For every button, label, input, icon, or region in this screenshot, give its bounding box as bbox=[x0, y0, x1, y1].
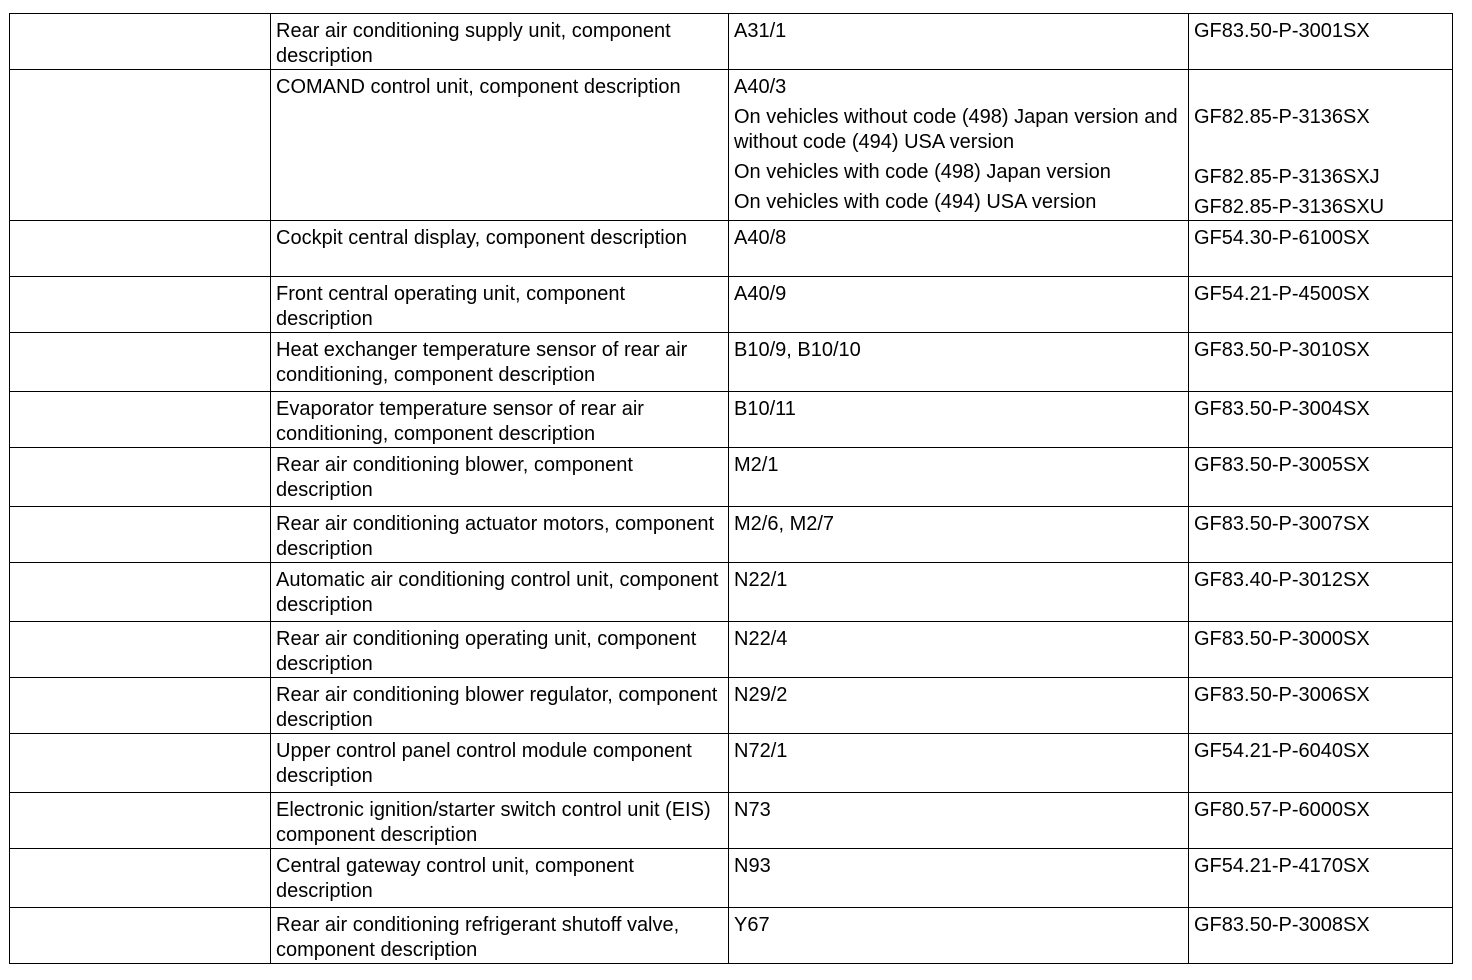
doc-ref-cell: GF83.40-P-3012SX bbox=[1189, 563, 1453, 622]
table-row bbox=[10, 277, 1453, 333]
blank-cell bbox=[10, 849, 271, 908]
table-row bbox=[10, 678, 1453, 734]
code-value: A40/3 bbox=[734, 76, 787, 98]
blank-cell bbox=[10, 448, 271, 507]
code-cell: Y67 bbox=[729, 908, 1189, 964]
table-row bbox=[10, 793, 1453, 849]
component-cell: Evaporator temperature sensor of rear air conditioning, component description bbox=[271, 392, 729, 448]
component-reference-table bbox=[9, 13, 1453, 964]
variant-condition: On vehicles with code (494) USA version bbox=[734, 191, 1097, 213]
blank-cell bbox=[10, 908, 271, 964]
component-cell: Rear air conditioning supply unit, component description bbox=[271, 14, 729, 70]
doc-ref-cell: GF54.21-P-4500SX bbox=[1189, 277, 1453, 333]
doc-ref-cell: GF80.57-P-6000SX bbox=[1189, 793, 1453, 849]
component-cell: Upper control panel control module component description bbox=[271, 734, 729, 793]
doc-ref-cell: GF83.50-P-3000SX bbox=[1189, 622, 1453, 678]
doc-ref-cell: GF54.30-P-6100SX bbox=[1189, 221, 1453, 277]
blank-cell bbox=[10, 678, 271, 734]
component-cell: Central gateway control unit, component description bbox=[271, 849, 729, 908]
component-cell: COMAND control unit, component description bbox=[271, 70, 729, 221]
component-cell: Rear air conditioning blower, component description bbox=[271, 448, 729, 507]
table-row bbox=[10, 563, 1453, 622]
code-cell: A40/8 bbox=[729, 221, 1189, 277]
blank-cell bbox=[10, 221, 271, 277]
component-cell: Rear air conditioning operating unit, component description bbox=[271, 622, 729, 678]
code-cell: N93 bbox=[729, 849, 1189, 908]
blank-cell bbox=[10, 70, 271, 221]
doc-ref-cell bbox=[1189, 70, 1453, 221]
code-cell: N22/4 bbox=[729, 622, 1189, 678]
doc-ref-cell: GF83.50-P-3010SX bbox=[1189, 333, 1453, 392]
variant-doc-ref: GF82.85-P-3136SXU bbox=[1194, 196, 1385, 218]
table-row bbox=[10, 14, 1453, 70]
doc-ref-cell: GF83.50-P-3001SX bbox=[1189, 14, 1453, 70]
code-cell: A31/1 bbox=[729, 14, 1189, 70]
table-row bbox=[10, 622, 1453, 678]
component-cell: Rear air conditioning blower regulator, component description bbox=[271, 678, 729, 734]
table-row bbox=[10, 507, 1453, 563]
table-row bbox=[10, 221, 1453, 277]
doc-ref-cell: GF83.50-P-3008SX bbox=[1189, 908, 1453, 964]
doc-ref-cell: GF83.50-P-3007SX bbox=[1189, 507, 1453, 563]
component-cell: Heat exchanger temperature sensor of rear air conditioning, component description bbox=[271, 333, 729, 392]
blank-cell bbox=[10, 333, 271, 392]
code-cell: M2/1 bbox=[729, 448, 1189, 507]
code-cell: A40/9 bbox=[729, 277, 1189, 333]
component-cell: Automatic air conditioning control unit, component description bbox=[271, 563, 729, 622]
table-row bbox=[10, 734, 1453, 793]
blank-cell bbox=[10, 563, 271, 622]
variant-condition: On vehicles without code (498) Japan version and without code (494) USA version bbox=[734, 106, 1178, 153]
blank-cell bbox=[10, 622, 271, 678]
component-cell: Electronic ignition/starter switch control unit (EIS) component description bbox=[271, 793, 729, 849]
blank-cell bbox=[10, 793, 271, 849]
code-cell: N72/1 bbox=[729, 734, 1189, 793]
doc-ref-cell: GF54.21-P-6040SX bbox=[1189, 734, 1453, 793]
blank-cell bbox=[10, 392, 271, 448]
code-cell: N29/2 bbox=[729, 678, 1189, 734]
code-cell: M2/6, M2/7 bbox=[729, 507, 1189, 563]
doc-ref-cell: GF83.50-P-3005SX bbox=[1189, 448, 1453, 507]
blank-cell bbox=[10, 507, 271, 563]
component-cell: Cockpit central display, component description bbox=[271, 221, 729, 277]
variant-doc-ref: GF82.85-P-3136SXJ bbox=[1194, 166, 1380, 188]
code-cell: N73 bbox=[729, 793, 1189, 849]
code-cell: B10/9, B10/10 bbox=[729, 333, 1189, 392]
table-row bbox=[10, 849, 1453, 908]
blank-cell bbox=[10, 734, 271, 793]
blank-cell bbox=[10, 277, 271, 333]
table-row bbox=[10, 70, 1453, 221]
component-cell: Rear air conditioning refrigerant shutoff valve, component description bbox=[271, 908, 729, 964]
table-row bbox=[10, 908, 1453, 964]
doc-ref-cell: GF83.50-P-3004SX bbox=[1189, 392, 1453, 448]
table-row bbox=[10, 448, 1453, 507]
doc-ref-cell: GF54.21-P-4170SX bbox=[1189, 849, 1453, 908]
blank-cell bbox=[10, 14, 271, 70]
code-cell bbox=[729, 70, 1189, 221]
component-cell: Front central operating unit, component description bbox=[271, 277, 729, 333]
table-row bbox=[10, 392, 1453, 448]
variant-condition: On vehicles with code (498) Japan version bbox=[734, 161, 1111, 183]
code-cell: B10/11 bbox=[729, 392, 1189, 448]
code-cell: N22/1 bbox=[729, 563, 1189, 622]
component-cell: Rear air conditioning actuator motors, component description bbox=[271, 507, 729, 563]
variant-doc-ref: GF82.85-P-3136SX bbox=[1194, 106, 1370, 128]
table-row bbox=[10, 333, 1453, 392]
doc-ref-cell: GF83.50-P-3006SX bbox=[1189, 678, 1453, 734]
